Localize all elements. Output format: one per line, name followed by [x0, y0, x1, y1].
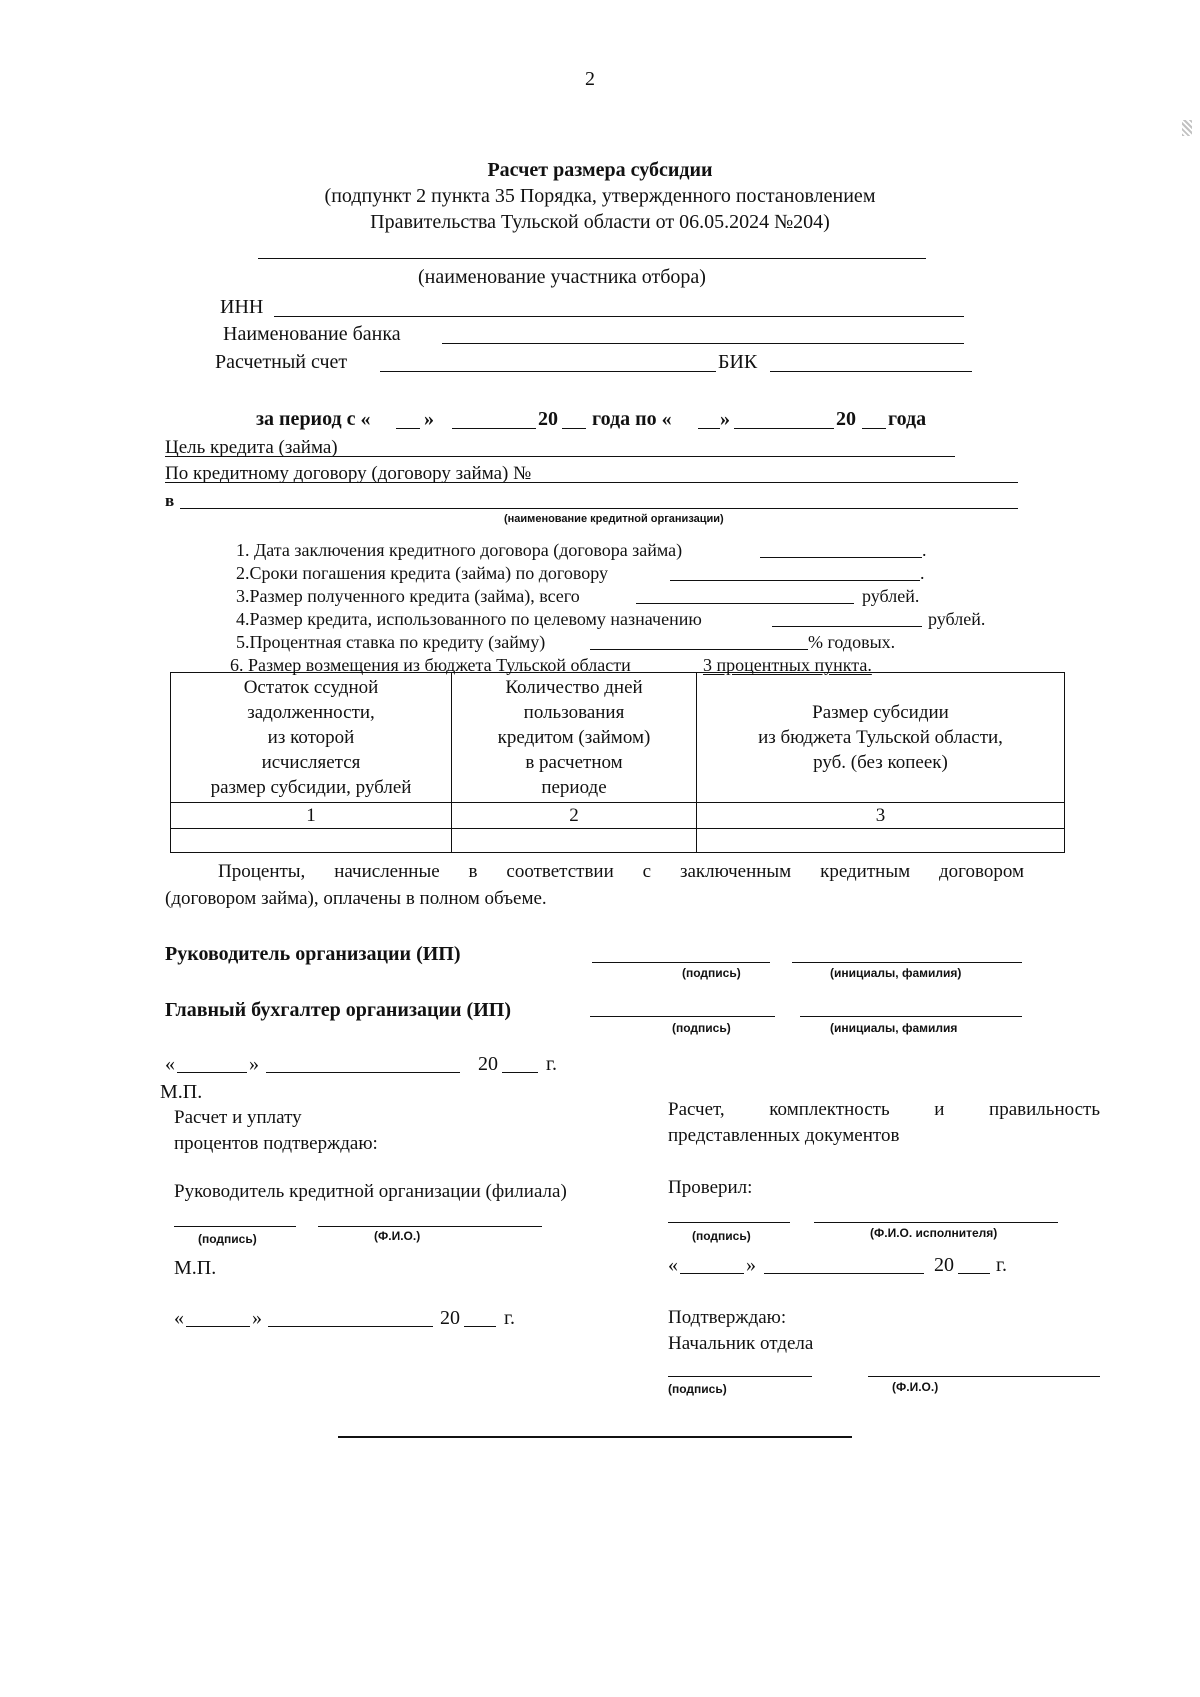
right-verify-line-2: представленных документов	[668, 1125, 900, 1146]
date-day-line	[177, 1072, 247, 1073]
item-3-text: 3.Размер полученного кредита (займа), всего	[236, 586, 580, 606]
period-year-1-line	[562, 428, 586, 429]
period-text-4: года по «	[592, 408, 672, 430]
table-cell-empty	[697, 829, 1065, 853]
left-date-month-line	[268, 1326, 433, 1327]
table-col-number-1: 1	[171, 803, 452, 829]
right-date-quote-open: «	[668, 1254, 678, 1276]
department-head-sign-caption: (подпись)	[668, 1382, 727, 1396]
checker-sign-line	[668, 1222, 790, 1223]
credit-goal-label: Цель кредита (займа)	[165, 437, 338, 458]
table-col-number-3: 3	[697, 803, 1065, 829]
item-1-end: .	[922, 540, 927, 560]
credit-contract-line	[165, 482, 1018, 483]
date-quote-open: «	[165, 1053, 175, 1075]
table-header-col-3: Размер субсидии из бюджета Тульской области, руб. (без копеек)	[697, 673, 1065, 803]
item-1-text: 1. Дата заключения кредитного договора (договора займа)	[236, 540, 683, 560]
item-6-value: 3 процентных пункта.	[703, 655, 872, 675]
item-5-text: 5.Процентная ставка по кредиту (займу)	[236, 632, 546, 652]
left-date-quote-close: »	[252, 1307, 262, 1329]
accountant-initials-caption: (инициалы, фамилия	[830, 1021, 958, 1035]
page-number: 2	[585, 68, 595, 90]
left-confirm-line-2: процентов подтверждаю:	[174, 1133, 378, 1154]
left-date-day-line	[186, 1326, 250, 1327]
accountant-initials-line	[800, 1016, 1022, 1017]
department-head-fio-caption: (Ф.И.О.)	[892, 1380, 939, 1394]
account-line	[380, 371, 716, 372]
accountant-sign-caption: (подпись)	[672, 1021, 731, 1035]
subtitle-line-1: (подпункт 2 пункта 35 Порядка, утвержденного постановлением	[324, 185, 876, 207]
page-title: Расчет размера субсидии	[487, 159, 713, 181]
credit-org-head-label: Руководитель кредитной организации (филиала)	[174, 1181, 567, 1202]
bik-line	[770, 371, 972, 372]
subtitle-line-2: Правительства Тульской области от 06.05.2024 №204)	[370, 211, 830, 233]
left-mp-label: М.П.	[174, 1257, 217, 1279]
checker-fio-line	[814, 1222, 1058, 1223]
head-sign-line	[592, 962, 770, 963]
bank-label: Наименование банка	[223, 323, 401, 345]
credit-org-fio-line	[318, 1226, 542, 1227]
subsidy-table	[170, 672, 1065, 853]
participant-name-line	[258, 258, 926, 259]
item-3-end: рублей.	[862, 586, 920, 606]
date-quote-close: »	[249, 1053, 259, 1075]
department-head-fio-line	[868, 1376, 1100, 1377]
right-date-day-line	[680, 1273, 744, 1274]
accountant-label: Главный бухгалтер организации (ИП)	[165, 999, 511, 1021]
bik-label: БИК	[718, 351, 758, 373]
table-header-row	[171, 673, 1065, 803]
table-col-number-2: 2	[452, 803, 697, 829]
inn-label: ИНН	[220, 296, 264, 318]
item-1-line	[760, 557, 922, 558]
confirm-label: Подтверждаю:	[668, 1307, 787, 1328]
table-row	[171, 829, 1065, 853]
item-4-end: рублей.	[928, 609, 986, 629]
date-year-line	[502, 1072, 538, 1073]
date-year: 20	[478, 1053, 498, 1075]
period-year-2: 20	[836, 408, 856, 430]
mp-stamp-label: М.П.	[160, 1081, 203, 1103]
item-6-text: 6. Размер возмещения из бюджета Тульской области	[230, 655, 631, 675]
table-number-row	[171, 803, 1065, 829]
right-date-year-line	[958, 1273, 990, 1274]
head-label: Руководитель организации (ИП)	[165, 943, 461, 965]
left-date-g: г.	[504, 1307, 515, 1329]
credit-org-sign-caption: (подпись)	[198, 1232, 257, 1246]
left-date-year-line	[464, 1326, 496, 1327]
accountant-sign-line	[590, 1016, 775, 1017]
item-2-line	[670, 580, 920, 581]
right-date-quote-close: »	[746, 1254, 756, 1276]
item-4-text: 4.Размер кредита, использованного по целевому назначению	[236, 609, 702, 629]
credit-org-in-label: в	[165, 491, 175, 510]
head-initials-line	[792, 962, 1022, 963]
right-date-month-line	[764, 1273, 924, 1274]
closing-divider-line	[338, 1436, 852, 1438]
table-cell-empty	[171, 829, 452, 853]
item-5-end: % годовых.	[808, 632, 896, 652]
period-text-1: за период с «	[256, 408, 371, 430]
period-text-5: »	[720, 408, 730, 430]
credit-goal-line	[165, 456, 955, 457]
left-date-year: 20	[440, 1307, 460, 1329]
item-2-text: 2.Сроки погашения кредита (займа) по договору	[236, 563, 608, 583]
right-date-g: г.	[996, 1254, 1007, 1276]
item-3-line	[636, 603, 854, 604]
scan-speck	[1182, 120, 1192, 136]
period-day-2-line	[698, 428, 720, 429]
period-text-7: года	[888, 408, 927, 430]
checker-sign-caption: (подпись)	[692, 1229, 751, 1243]
table-header-col-2: Количество дней пользования кредитом (займом) в расчетном периоде	[452, 673, 697, 803]
head-sign-caption: (подпись)	[682, 966, 741, 980]
interest-text-line-2: (договором займа), оплачены в полном объеме.	[165, 888, 547, 909]
table-cell-empty	[452, 829, 697, 853]
checked-label: Проверил:	[668, 1177, 753, 1198]
table-header-col-1: Остаток ссудной задолженности, из которой исчисляется размер субсидии, рублей	[171, 673, 452, 803]
inn-line	[274, 316, 964, 317]
period-day-1-line	[396, 428, 420, 429]
bank-line	[442, 343, 964, 344]
credit-org-caption: (наименование кредитной организации)	[504, 513, 724, 525]
period-year-2-line	[862, 428, 886, 429]
participant-caption: (наименование участника отбора)	[418, 266, 706, 288]
date-g: г.	[546, 1053, 557, 1075]
right-date-year: 20	[934, 1254, 954, 1276]
credit-org-sign-line	[174, 1226, 296, 1227]
right-verify-line-1: Расчет, комплектность и правильность	[668, 1099, 1100, 1120]
item-5-line	[590, 649, 808, 650]
period-text-2: »	[424, 408, 434, 430]
left-confirm-line-1: Расчет и уплату	[174, 1107, 302, 1128]
head-initials-caption: (инициалы, фамилия)	[830, 966, 962, 980]
checker-fio-caption: (Ф.И.О. исполнителя)	[870, 1226, 998, 1240]
date-month-line	[266, 1072, 460, 1073]
item-4-line	[772, 626, 922, 627]
credit-contract-label: По кредитному договору (договору займа) №	[165, 463, 532, 484]
item-2-end: .	[920, 563, 925, 583]
account-label: Расчетный счет	[215, 351, 348, 373]
interest-text-line-1: Проценты, начисленные в соответствии с заключенным кредитным договором	[218, 861, 1024, 882]
left-date-quote-open: «	[174, 1307, 184, 1329]
department-head-label: Начальник отдела	[668, 1333, 814, 1354]
department-head-sign-line	[668, 1376, 812, 1377]
credit-org-fio-caption: (Ф.И.О.)	[374, 1229, 421, 1243]
period-month-2-line	[734, 428, 834, 429]
period-year-1: 20	[538, 408, 558, 430]
period-month-1-line	[452, 428, 536, 429]
credit-org-line	[180, 508, 1018, 509]
